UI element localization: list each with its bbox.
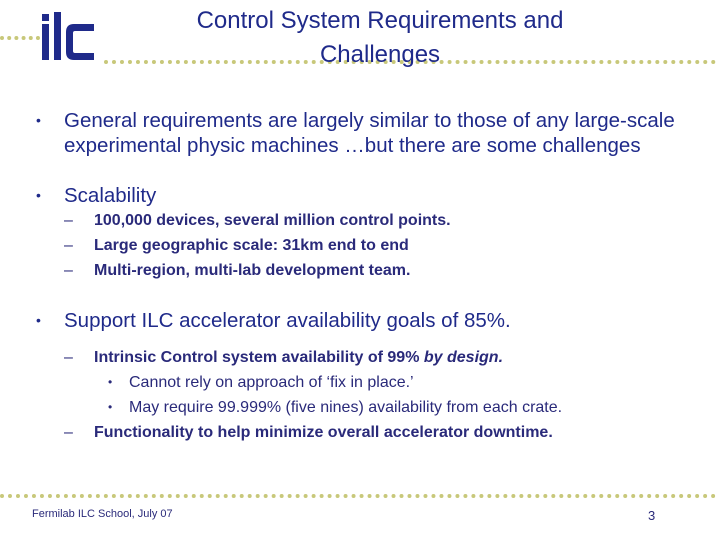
sub-bullet-text: Multi-region, multi-lab development team. <box>94 262 411 279</box>
bottom-dotted-rule <box>0 494 716 498</box>
sub-bullet <box>36 233 696 258</box>
bullet-scalability <box>36 183 696 208</box>
title-line-2: Challenges <box>319 41 441 68</box>
bullet-dot-icon: • <box>36 112 41 128</box>
sub-sub-bullet-text: May require 99.999% (five nines) availability from each crate. <box>129 399 563 416</box>
slide-body <box>36 108 696 445</box>
sub-bullet-text: Intrinsic Control system availability of 99% <box>94 349 420 366</box>
sub-bullet <box>36 420 696 445</box>
bullet-text: Support ILC accelerator availability goals of 85%. <box>64 309 511 332</box>
dash-icon: – <box>64 349 73 366</box>
dash-icon: – <box>64 262 73 279</box>
dash-icon: – <box>64 237 73 254</box>
footer-text: Fermilab ILC School, July 07 <box>32 508 173 520</box>
bullet-dot-icon: • <box>36 312 41 328</box>
page-number: 3 <box>648 508 656 523</box>
bullet-dot-icon: • <box>36 187 41 203</box>
title-line-1: Control System Requirements and <box>196 7 564 34</box>
sub-sub-bullet-text: Cannot rely on approach of ‘fix in place.’ <box>129 374 414 391</box>
sub-sub-bullet <box>36 395 696 420</box>
sub-bullet-text: Functionality to help minimize overall accelerator downtime. <box>94 424 553 441</box>
sub-sub-bullet <box>36 370 696 395</box>
sub-bullet <box>36 258 696 283</box>
bullet-general-requirements <box>36 108 696 158</box>
sub-bullet <box>36 208 696 233</box>
bullet-dot-icon: • <box>108 400 113 414</box>
bullet-availability-goals <box>36 308 696 333</box>
bullet-dot-icon: • <box>108 375 113 389</box>
ilc-logo <box>38 10 100 66</box>
bullet-text: General requirements are largely similar to those of any large-scale experimental physic machines …but there are some challenges <box>64 109 675 157</box>
sub-bullet-emphasis: by design. <box>423 349 504 366</box>
sub-bullet-text: Large geographic scale: 31km end to end <box>94 237 409 254</box>
sub-bullet-text: 100,000 devices, several million control points. <box>94 212 451 229</box>
bullet-text: Scalability <box>64 184 157 207</box>
slide-title <box>140 4 620 72</box>
top-dotted-rule-left <box>0 36 40 40</box>
dash-icon: – <box>64 424 73 441</box>
sub-bullet <box>36 345 696 370</box>
dash-icon: – <box>64 212 73 229</box>
